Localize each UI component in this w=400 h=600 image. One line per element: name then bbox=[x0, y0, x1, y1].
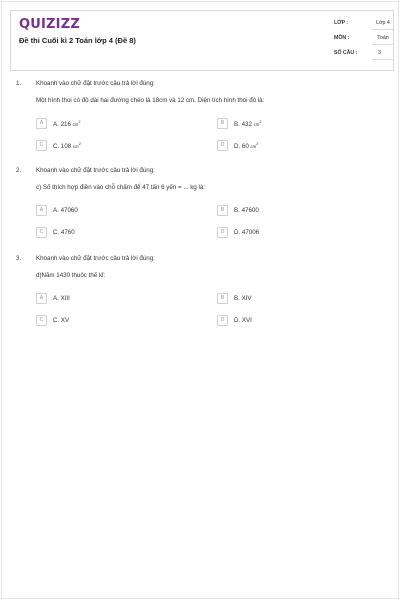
worksheet-meta bbox=[334, 19, 394, 64]
option-d[interactable] bbox=[217, 315, 377, 327]
question-text: c) Số thích hợp điền vào chỗ chấm để 47 tấn 6 yến = ... kg là: bbox=[36, 184, 205, 191]
option-exponent: 2 bbox=[259, 120, 262, 124]
option-letter-box: D bbox=[217, 227, 228, 238]
option-exponent: 2 bbox=[78, 142, 81, 146]
option-text: B. 432 $cm^2$ bbox=[234, 120, 262, 128]
option-text: B. 47600 bbox=[234, 207, 259, 214]
question-number: 2. bbox=[16, 167, 22, 174]
option-unit: cm bbox=[253, 122, 260, 127]
option-b[interactable] bbox=[217, 205, 377, 217]
option-exponent: 2 bbox=[256, 142, 259, 146]
question-number: 3. bbox=[16, 255, 22, 262]
meta-label-subject: MÔN : bbox=[334, 35, 350, 41]
question-instruction: Khoanh vào chữ đặt trước câu trả lời đúng: bbox=[36, 167, 155, 174]
option-letter-box: B bbox=[217, 205, 228, 216]
option-letter-box: A bbox=[36, 118, 47, 129]
option-letter-box: C bbox=[36, 140, 47, 151]
option-d[interactable] bbox=[217, 227, 377, 239]
option-letter-box: C bbox=[36, 315, 47, 326]
option-a[interactable] bbox=[36, 205, 196, 217]
meta-value-subject: Toán bbox=[372, 35, 394, 45]
option-letter-box: D bbox=[217, 140, 228, 151]
option-exponent: 2 bbox=[78, 120, 81, 124]
option-letter-box: D bbox=[217, 315, 228, 326]
worksheet-page bbox=[1, 1, 399, 599]
option-a[interactable] bbox=[36, 118, 196, 130]
option-text: A. XIII bbox=[53, 295, 70, 302]
option-unit: cm bbox=[72, 122, 79, 127]
quizizz-logo: QUIZIZZ bbox=[19, 17, 80, 32]
question-text: Một hình thoi có độ dài hai đường chéo là 18cm và 12 cm. Diện tích hình thoi đó là: bbox=[36, 97, 265, 104]
option-letter-box: B bbox=[217, 293, 228, 304]
question-instruction: Khoanh vào chữ đặt trước câu trả lời đúng: bbox=[36, 255, 155, 262]
meta-value-question-count: 3 bbox=[372, 50, 394, 60]
option-d[interactable] bbox=[217, 140, 377, 152]
question-instruction: Khoanh vào chữ đặt trước câu trả lời đúng: bbox=[36, 80, 155, 87]
option-text: B. XIV bbox=[234, 295, 252, 302]
option-c[interactable] bbox=[36, 140, 196, 152]
option-text: A. 47060 bbox=[53, 207, 78, 214]
option-c[interactable] bbox=[36, 227, 196, 239]
question-number: 1. bbox=[16, 80, 22, 87]
meta-label-question-count: SỐ CÂU : bbox=[334, 50, 358, 56]
option-b[interactable] bbox=[217, 293, 377, 305]
option-letter-box: A bbox=[36, 205, 47, 216]
option-text: C. 4760 bbox=[53, 229, 75, 236]
meta-value-grade: Lớp 4 bbox=[372, 20, 394, 30]
option-a[interactable] bbox=[36, 293, 196, 305]
option-text: D. 47006 bbox=[234, 229, 260, 236]
option-text: C. 108 $cm^2$ bbox=[53, 142, 81, 150]
worksheet-title: Đề thi Cuối kì 2 Toán lớp 4 (Đề 8) bbox=[19, 36, 136, 45]
option-unit: cm bbox=[250, 144, 257, 149]
option-text: C. XV bbox=[53, 317, 70, 324]
option-unit: cm bbox=[72, 144, 79, 149]
option-text: D. 60 $cm^2$ bbox=[234, 142, 259, 150]
option-b[interactable] bbox=[217, 118, 377, 130]
option-letter-box: A bbox=[36, 293, 47, 304]
question-text: d)Năm 1430 thuộc thế kỉ: bbox=[36, 272, 106, 279]
meta-row-question-count bbox=[334, 49, 394, 63]
worksheet-header bbox=[10, 10, 394, 71]
meta-row-grade bbox=[334, 19, 394, 33]
option-c[interactable] bbox=[36, 315, 196, 327]
meta-row-subject bbox=[334, 34, 394, 48]
option-letter-box: C bbox=[36, 227, 47, 238]
option-text: A. 216 $cm^2$ bbox=[53, 120, 81, 128]
option-text: D. XVI bbox=[234, 317, 252, 324]
option-letter-box: B bbox=[217, 118, 228, 129]
meta-label-grade: LỚP : bbox=[334, 20, 349, 26]
